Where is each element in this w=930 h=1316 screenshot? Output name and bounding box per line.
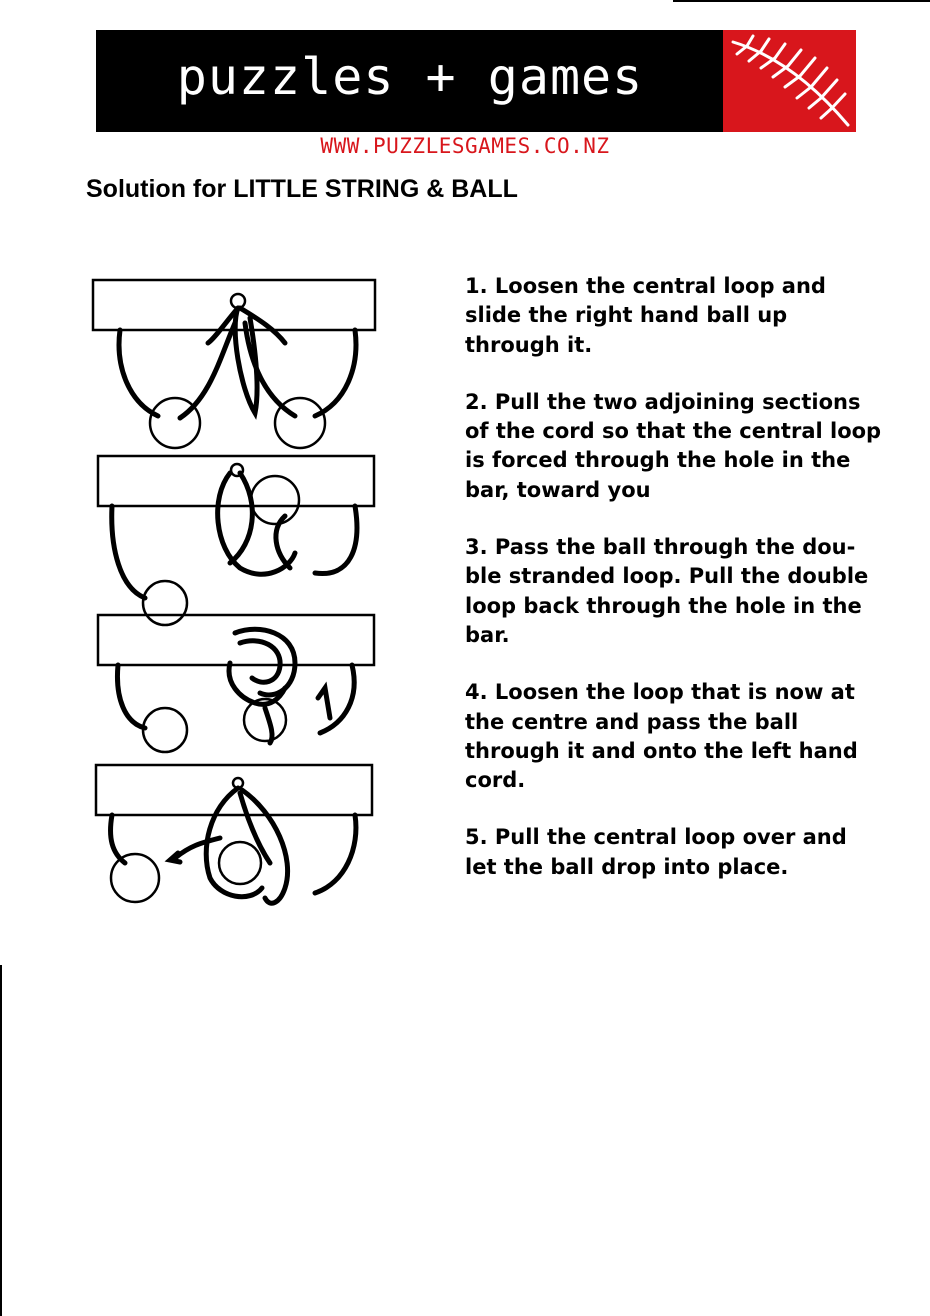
step-5-text: 5. Pull the central loop over and let the ball drop into place. <box>465 825 847 879</box>
step-2-diagram <box>98 456 374 625</box>
silver-fern-icon <box>723 30 856 132</box>
step-3-diagram <box>98 615 374 752</box>
step-1-diagram <box>93 280 375 448</box>
banner-title: puzzles + games <box>176 48 644 106</box>
step-2-text: 2. Pull the two adjoining sections of the cord so that the central loop is forced through the hole in the bar, toward you <box>465 389 882 502</box>
top-edge-rule <box>673 0 930 2</box>
left-edge-rule <box>0 965 2 1316</box>
header-banner <box>96 30 856 132</box>
step-3-text: 3. Pass the ball through the dou-ble stranded loop. Pull the double loop back through the hole in the bar. <box>465 535 869 647</box>
site-url[interactable]: WWW.PUZZLESGAMES.CO.NZ <box>320 134 610 158</box>
solution-illustrations <box>90 268 380 908</box>
page-title: Solution for LITTLE STRING & BALL <box>86 175 518 203</box>
step-4-diagram <box>96 765 372 903</box>
step-1-text: 1. Loosen the central loop and slide the right hand ball up through it. <box>465 274 826 357</box>
solution-steps <box>465 272 885 910</box>
step-4-text: 4. Loosen the loop that is now at the centre and pass the ball through it and onto the left hand cord. <box>465 680 858 793</box>
